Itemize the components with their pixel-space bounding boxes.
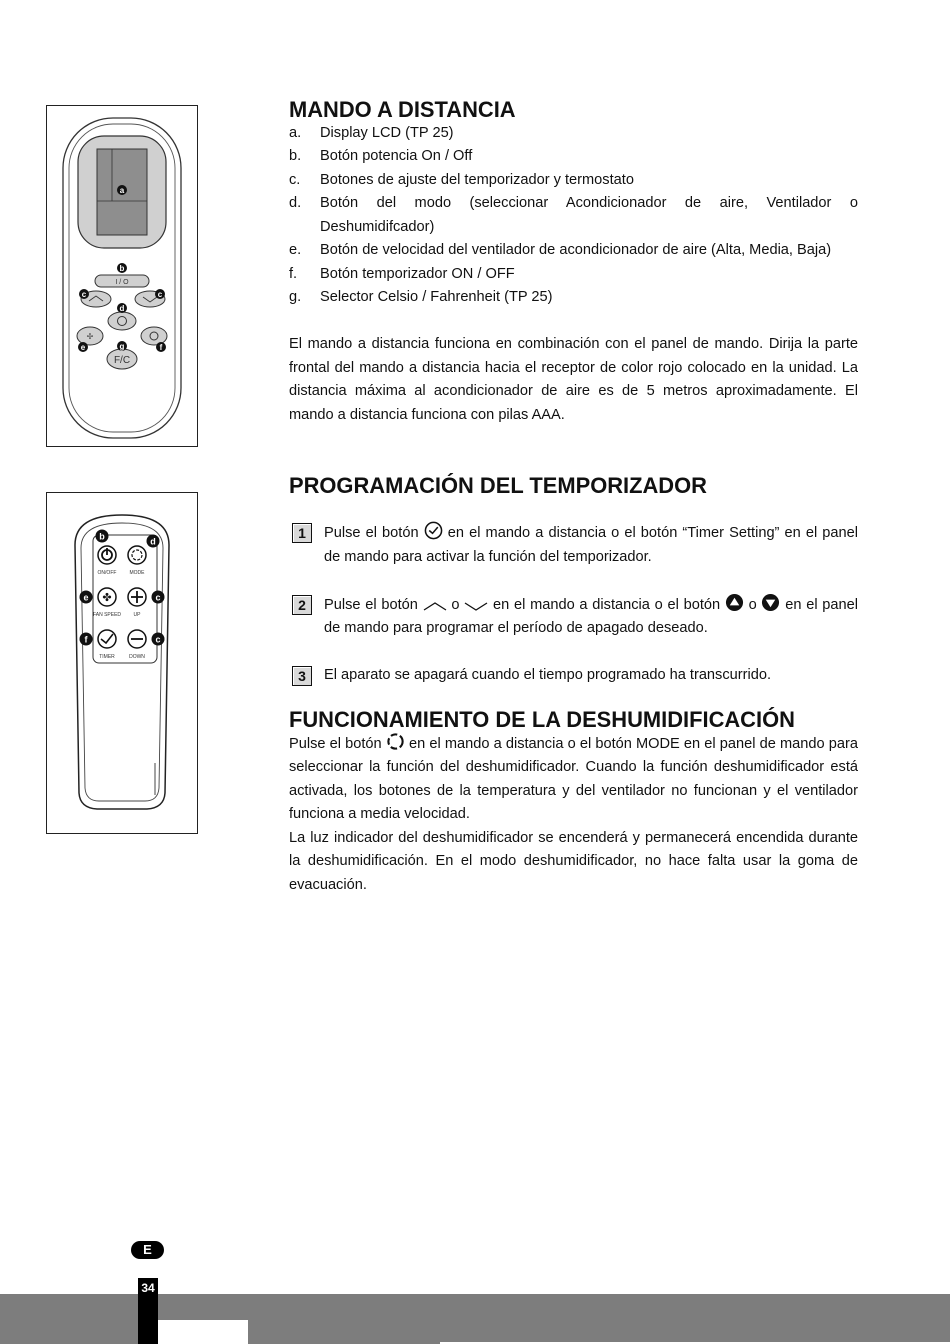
svg-text:c: c (157, 290, 163, 299)
page-number: 34 (141, 1281, 155, 1295)
language-badge: E (131, 1241, 164, 1259)
triangle-up-button-icon (725, 593, 744, 612)
section-title: PROGRAMACIÓN DEL TEMPORIZADOR (289, 473, 707, 498)
step-1: 1 Pulse el botón en el mando a distancia o el botón “Timer Setting” en el panel de mando para activar la función del temporizador. (289, 521, 858, 569)
section-title: FUNCIONAMIENTO DE LA DESHUMIDIFICACIÓN (289, 707, 795, 732)
svg-text:DOWN: DOWN (129, 654, 145, 660)
svg-text:TIMER: TIMER (99, 654, 115, 660)
section-timer (289, 474, 858, 688)
svg-text:b: b (119, 264, 125, 273)
remote-lcd-illustration (47, 106, 197, 446)
svg-text:F/C: F/C (113, 355, 131, 366)
svg-text:d: d (119, 304, 125, 313)
section-dehumidification (289, 708, 858, 897)
svg-text:✤: ✤ (102, 591, 112, 604)
svg-text:f: f (84, 634, 88, 645)
chevron-down-icon (464, 600, 488, 612)
svg-text:e: e (83, 592, 89, 603)
remote-figure-1 (46, 105, 198, 447)
svg-text:a: a (119, 186, 125, 195)
step-number: 3 (292, 666, 312, 686)
mode-button (128, 546, 146, 564)
list-item: a. Display LCD (TP 25) (289, 124, 454, 141)
list-item: f. Botón temporizador ON / OFF (289, 265, 515, 282)
remote-figure-2 (46, 492, 198, 834)
parts-list (289, 122, 858, 310)
step-2: 2 Pulse el botón o en el mando a distancia o el botón o en el panel de mando para programar el período de apagado deseado. (289, 593, 858, 641)
svg-text:e: e (80, 343, 86, 352)
footer-white-block (158, 1320, 248, 1344)
list-item: e. Botón de velocidad del ventilador de acondicionador de aire (Alta, Media, Baja) (289, 242, 832, 258)
list-item: g. Selector Celsio / Fahrenheit (TP 25) (289, 289, 553, 305)
section-title: MANDO A DISTANCIA (289, 97, 516, 122)
svg-text:UP: UP (133, 612, 141, 618)
svg-text:f: f (159, 343, 163, 352)
remote-paragraph: El mando a distancia funciona en combinación con el panel de mando. Dirija la parte frontal del mando a distancia hacia el receptor de color rojo colocado en la unidad. La distancia máxima al acondicionador de aire es de 5 metros aproximadamente. El mando a distancia funciona con pilas AAA. (289, 336, 858, 423)
svg-text:g: g (119, 342, 125, 351)
svg-text:d: d (150, 536, 156, 547)
list-item: d. Botón del modo (seleccionar Acondicionador de aire, Ventilador o Deshumidifcador) (289, 195, 858, 235)
remote-buttons-illustration (47, 493, 197, 833)
svg-text:FAN SPEED: FAN SPEED (92, 612, 122, 618)
timer-button (141, 327, 167, 345)
timer-button (98, 630, 116, 648)
list-item: b. Botón potencia On / Off (289, 148, 473, 164)
section-remote-control (289, 98, 858, 427)
svg-text:ON/OFF: ON/OFF (97, 570, 117, 576)
list-item: c. Botones de ajuste del temporizador y termostato (289, 171, 634, 188)
svg-text:c: c (155, 592, 161, 603)
chevron-up-icon (423, 600, 447, 612)
dehumidification-paragraph-2: La luz indicador del deshumidificador se encenderá y permanecerá encendida durante la deshumidificación. En el modo deshumidificador, no hace falta usar la goma de evacuación. (289, 829, 858, 893)
svg-text:I / O: I / O (115, 279, 129, 286)
step-number: 2 (292, 595, 312, 615)
step-3: 3 El aparato se apagará cuando el tiempo programado ha transcurrido. (289, 664, 858, 688)
mode-button (108, 312, 136, 330)
timer-icon (424, 521, 443, 540)
svg-text:MODE: MODE (129, 570, 145, 576)
triangle-down-button-icon (761, 593, 780, 612)
svg-text:c: c (81, 290, 87, 299)
mode-icon (386, 732, 405, 751)
svg-text:b: b (99, 531, 105, 542)
svg-text:✢: ✢ (86, 332, 94, 341)
svg-text:c: c (155, 634, 161, 645)
dehumidification-paragraph-1: Pulse el botón en el mando a distancia o el botón MODE en el panel de mando para seleccionar la función del deshumidificador. Cuando la función deshumidificador está activada, los botones de la temperatura y del ventilador no funcionan y el ventilador funciona a media velocidad. (289, 732, 858, 827)
step-number: 1 (292, 523, 312, 543)
